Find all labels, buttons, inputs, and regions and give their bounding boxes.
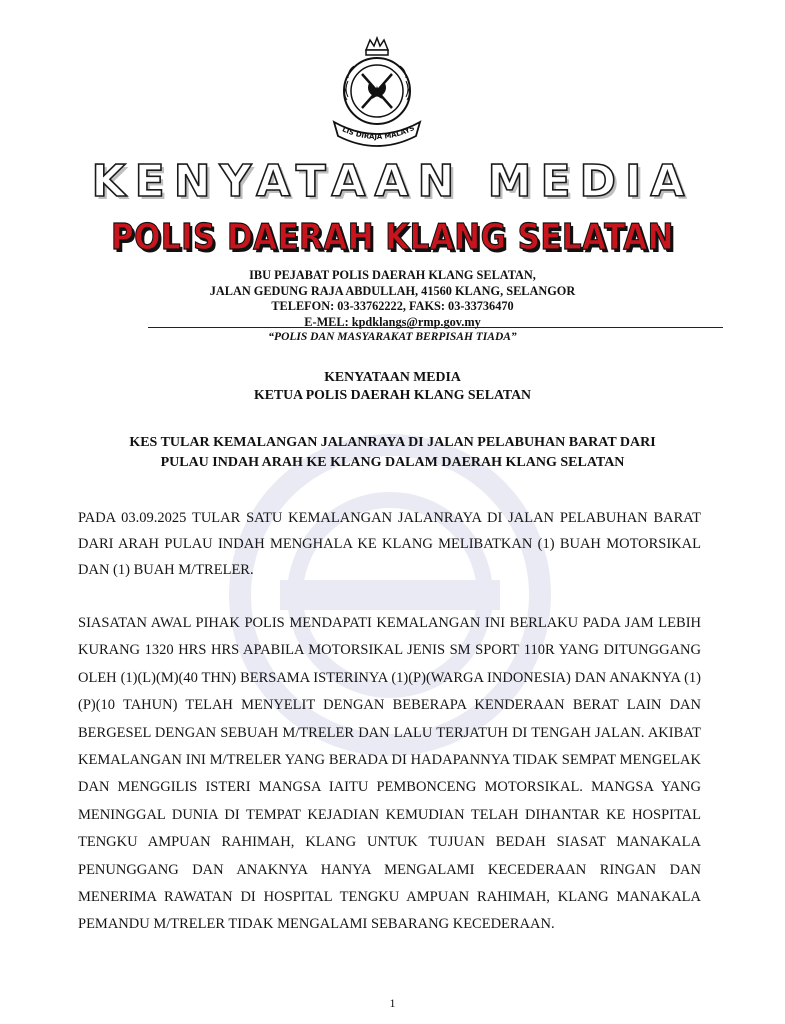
header-divider xyxy=(148,327,723,328)
heading-line: KENYATAAN MEDIA xyxy=(324,369,461,384)
police-crest-logo xyxy=(322,36,432,148)
subject-line: KES TULAR KEMALANGAN JALANRAYA DI JALAN PELABUHAN BARAT DARI xyxy=(129,435,656,450)
svg-text:POLIS DIRAJA MALAYSIA: LIS DIRAJA MALAYS xyxy=(340,124,416,142)
document-subject xyxy=(0,433,785,473)
document-heading xyxy=(0,368,785,404)
motto: “POLIS DAN MASYARAKAT BERPISAH TIADA” xyxy=(268,331,517,343)
address-line: JALAN GEDUNG RAJA ABDULLAH, 41560 KLANG, SELANGOR xyxy=(209,283,576,298)
banner-subtitle: POLIS DAERAH KLANG SELATAN xyxy=(111,217,674,258)
banner-title: KENYATAAN MEDIA xyxy=(91,156,694,207)
heading-line: KETUA POLIS DAERAH KLANG SELATAN xyxy=(253,387,531,402)
address-line: TELEFON: 03-33762222, FAKS: 03-33736470 xyxy=(271,299,514,313)
letterhead-address xyxy=(0,268,785,330)
page-number: 1 xyxy=(389,996,396,1010)
subject-line: PULAU INDAH ARAH KE KLANG DALAM DAERAH KLANG SELATAN xyxy=(160,455,625,470)
address-line: IBU PEJABAT POLIS DAERAH KLANG SELATAN, xyxy=(249,268,536,282)
paragraph-1: PADA 03.09.2025 TULAR SATU KEMALANGAN JALANRAYA DI JALAN PELABUHAN BARAT DARI ARAH PULAU INDAH MENGHALA KE KLANG MELIBATKAN (1) BUAH MOTORSIKAL DAN (1) BUAH M/TRELER. xyxy=(78,510,701,578)
paragraph-2: SIASATAN AWAL PIHAK POLIS MENDAPATI KEMALANGAN INI BERLAKU PADA JAM LEBIH KURANG 1320 HRS HRS APABILA MOTORSIKAL JENIS SM SPORT 110R YANG DITUNGGANG OLEH (1)(L)(M)(40 THN) BERSAMA ISTERINYA (1)(P)(WARGA INDONESIA) DAN ANAKNYA (1)(P)(10 TAHUN) TELAH MENYELIT DENGAN BEBERAPA KENDERAAN BERAT LAIN DAN BERGESEL DENGAN SEBUAH M/TRELER DAN LALU TERJATUH DI TENGAH JALAN. AKIBAT KEMALANGAN INI M/TRELER YANG BERADA DI HADAPANNYA TIDAK SEMPAT MENGELAK DAN MENGGILIS ISTERI MANGSA IAITU PEMBONCENG MOTORSIKAL. MANGSA YANG MENINGGAL DUNIA DI TEMPAT KEJADIAN KEMUDIAN TELAH DIHANTAR KE HOSPITAL TENGKU AMPUAN RAHIMAH, KLANG UNTUK TUJUAN BEDAH SIASAT MANAKALA PENUNGGANG DAN ANAKNYA HANYA MENGALAMI KECEDERAAN RINGAN DAN MENERIMA RAWATAN DI HOSPITAL TENGKU AMPUAN RAHIMAH, KLANG MANAKALA PEMANDU M/TRELER TIDAK MENGALAMI SEBARANG KECEDERAAN. xyxy=(78,615,701,933)
address-line: E-MEL: kpdklangs@rmp.gov.my xyxy=(304,314,481,329)
